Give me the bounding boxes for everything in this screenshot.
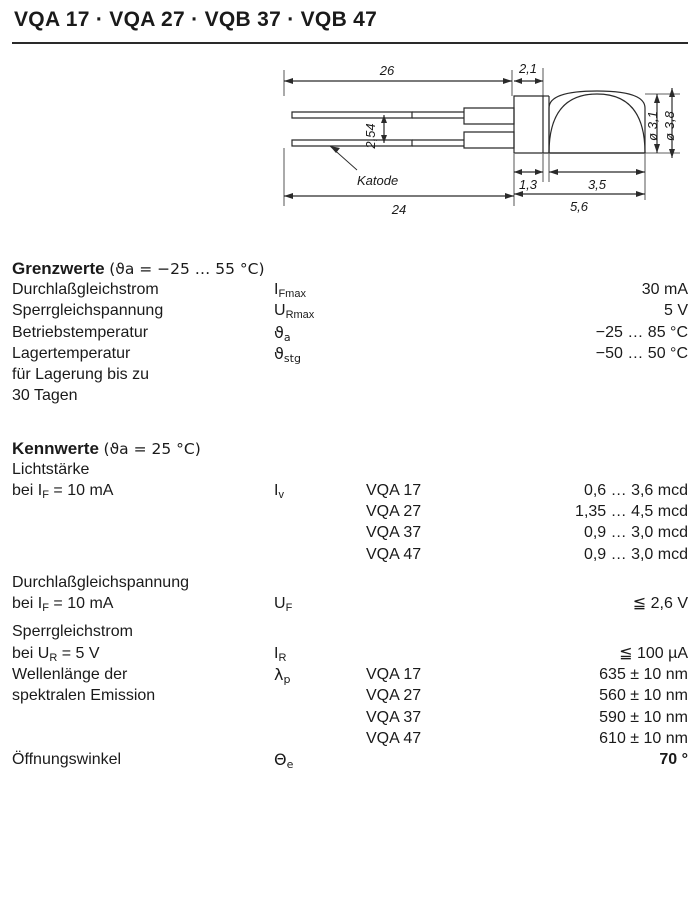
table-row [12, 707, 688, 728]
wavelength-label-line2: spektralen Emission [12, 687, 156, 705]
reverse-current-label-line2: bei $U_R = 5$ V [12, 644, 100, 664]
limits-heading-label: Grenzwerte [12, 259, 105, 278]
dim-26: 26 [379, 63, 395, 78]
table-row [12, 459, 688, 480]
wavelength-type-1: VQA 27 [366, 687, 422, 705]
table-row [12, 621, 688, 642]
forward-voltage-value: ≦ 2,6 V [632, 595, 688, 613]
page-title: VQA 17 · VQA 27 · VQB 37 · VQB 47 [14, 8, 378, 31]
wavelength-label-line1: Wellenlänge der [12, 665, 128, 683]
wavelength-type-0: VQA 17 [366, 665, 422, 683]
wavelength-symbol [274, 664, 366, 685]
spacer-row [12, 614, 688, 621]
spacer-row [12, 565, 688, 572]
symbol-subscript: R [49, 651, 58, 664]
luminous-value-2: 0,9 … 3,0 mcd [583, 524, 688, 542]
luminous-symbol [274, 480, 366, 501]
limits-row-1-label: Sperrgleichspannung [12, 302, 164, 320]
symbol-subscript: F [42, 602, 49, 615]
wavelength-type-2: VQA 37 [366, 708, 422, 726]
table-row [12, 749, 688, 770]
limits-heading [12, 259, 688, 279]
limits-row-0-symbol [274, 279, 366, 300]
limits-row-3-label: Lagertemperatur [12, 344, 131, 362]
luminous-value-1: 1,35 … 4,5 mcd [575, 503, 688, 521]
characteristics-heading [12, 439, 688, 459]
symbol-base: Θ [274, 750, 287, 770]
symbol-base: I [274, 281, 279, 298]
table-row [12, 685, 688, 706]
limits-row-3-symbol [274, 343, 366, 364]
limits-row-3-value: −50 … 50 °C [595, 344, 688, 362]
characteristics-heading-condition: (ϑa = 25 °C) [103, 439, 201, 458]
limits-row-1-symbol [274, 300, 366, 321]
dim-dia-3-8: ø 3,8 [662, 111, 677, 141]
angle-symbol [274, 749, 366, 770]
limits-heading-condition: (ϑa = −25 … 55 °C) [109, 260, 265, 278]
dim-1-3: 1,3 [518, 177, 538, 192]
table-row [12, 572, 688, 593]
symbol-subscript: Fmax [278, 288, 306, 300]
luminous-value-0: 0,6 … 3,6 mcd [583, 481, 688, 499]
dim-2-54: 2,54 [363, 123, 378, 149]
forward-voltage-label-line1: Durchlaßgleichspannung [12, 573, 189, 591]
limits-row-0-label: Durchlaßgleichstrom [12, 281, 159, 298]
symbol-subscript: F [285, 602, 293, 615]
luminous-type-0: VQA 17 [366, 481, 422, 499]
symbol-base: U [274, 595, 286, 613]
dim-dia-3-1: ø 3,1 [645, 111, 660, 141]
wavelength-type-3: VQA 47 [366, 729, 422, 747]
label-katode: Katode [357, 173, 399, 188]
symbol-subscript: e [286, 758, 294, 772]
table-row [12, 522, 688, 543]
limits-row-0-value: 30 mA [641, 281, 688, 298]
table-row [12, 480, 688, 501]
symbol-base: U [274, 302, 286, 320]
symbol-subscript: stg [283, 351, 301, 365]
limits-table [12, 279, 688, 407]
limits-row-2-value: −25 … 85 °C [595, 323, 688, 341]
title-divider [12, 42, 688, 44]
angle-label: Öffnungswinkel [12, 751, 122, 769]
wavelength-value-0: 635 ± 10 nm [599, 665, 688, 683]
dim-24: 24 [391, 202, 407, 217]
luminous-label-line2: bei $I_F = 10$ mA [12, 481, 114, 501]
symbol-base: I [274, 481, 279, 499]
forward-voltage-symbol [274, 593, 366, 614]
luminous-value-3: 0,9 … 3,0 mcd [583, 545, 688, 563]
symbol-base: ϑ [274, 343, 284, 363]
reverse-current-label-line1: Sperrgleichstrom [12, 623, 133, 641]
table-row [12, 544, 688, 565]
limits-note-line1: für Lagerung bis zu [12, 366, 149, 384]
symbol-subscript: F [42, 488, 49, 501]
forward-voltage-label-line2: bei $I_F = 10$ mA [12, 595, 114, 615]
luminous-label-line1: Lichtstärke [12, 460, 90, 478]
luminous-type-2: VQA 37 [366, 524, 422, 542]
table-row [12, 300, 688, 321]
dim-2-1: 2,1 [518, 61, 538, 76]
table-row [12, 322, 688, 343]
characteristics-table [12, 459, 688, 771]
wavelength-value-3: 610 ± 10 nm [599, 729, 688, 747]
symbol-subscript: v [278, 488, 284, 501]
symbol-subscript: a [283, 330, 291, 344]
table-row [12, 501, 688, 522]
wavelength-value-2: 590 ± 10 nm [599, 708, 688, 726]
symbol-subscript: Rmax [285, 309, 315, 322]
symbol-base: ϑ [274, 322, 284, 342]
drawing-svg [12, 48, 688, 253]
table-row [12, 664, 688, 685]
limits-row-1-value: 5 V [663, 302, 688, 320]
characteristics-heading-label: Kennwerte [12, 438, 99, 458]
symbol-subscript: p [283, 672, 291, 686]
symbol-base: λ [274, 664, 284, 684]
table-row [12, 593, 688, 614]
reverse-current-value: ≦ 100 µA [619, 644, 688, 662]
table-row [12, 364, 688, 385]
dim-3-5: 3,5 [587, 177, 607, 192]
limits-row-2-label: Betriebstemperatur [12, 323, 149, 341]
table-row [12, 643, 688, 664]
section-gap [12, 407, 688, 433]
dim-5-6: 5,6 [569, 199, 589, 214]
table-row [12, 279, 688, 300]
symbol-base: I [274, 644, 279, 662]
table-row [12, 728, 688, 749]
luminous-type-1: VQA 27 [366, 503, 422, 521]
limits-row-2-symbol [274, 322, 366, 343]
symbol-subscript: R [278, 651, 287, 664]
reverse-current-symbol [274, 643, 366, 664]
table-row [12, 385, 688, 406]
wavelength-value-1: 560 ± 10 nm [599, 687, 688, 705]
table-row [12, 343, 688, 364]
limits-note-line2: 30 Tagen [12, 387, 78, 405]
led-package-dimension-drawing [12, 48, 688, 253]
luminous-type-3: VQA 47 [366, 545, 422, 563]
angle-value: 70 ° [659, 751, 688, 769]
